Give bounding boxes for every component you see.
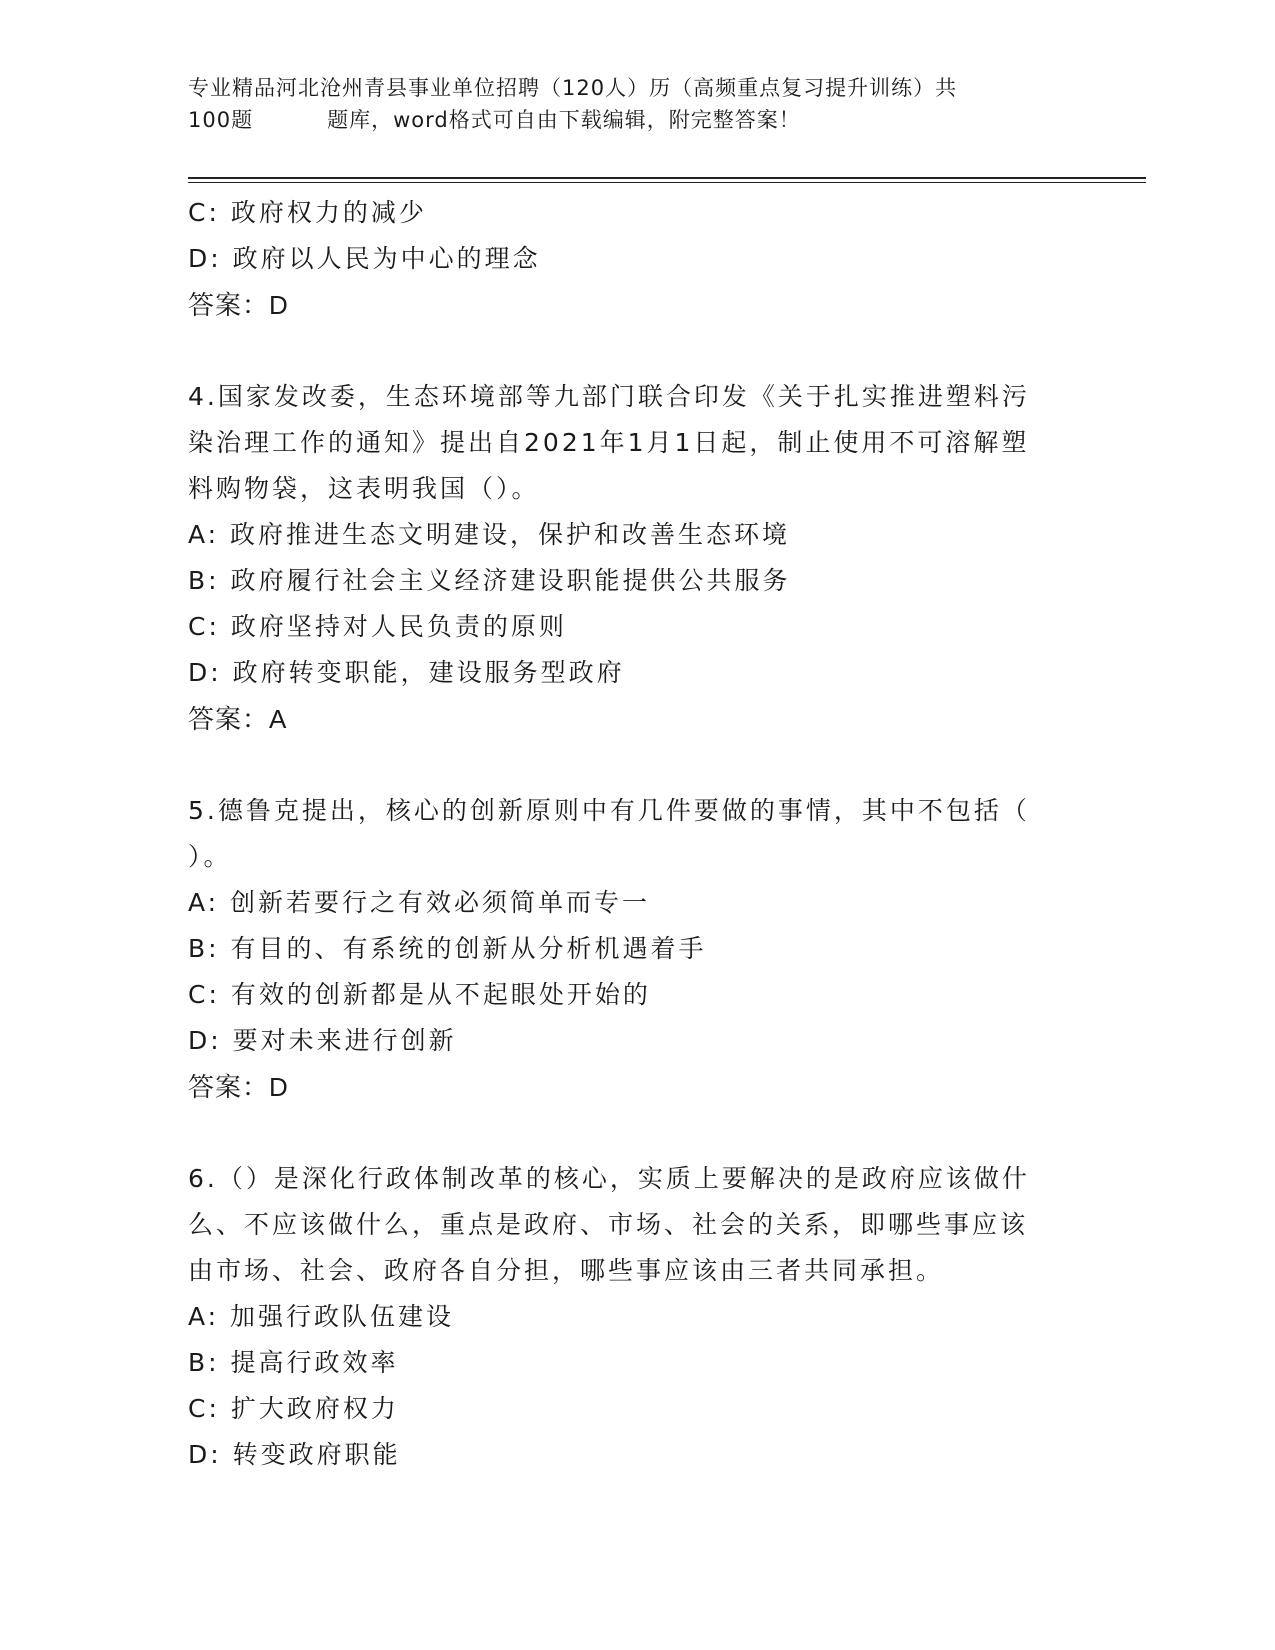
q3-option-c: C: 政府权力的减少 xyxy=(188,198,427,227)
question-4 xyxy=(188,374,1088,742)
q6-stem-line-2: 么、不应该做什么，重点是政府、市场、社会的关系，即哪些事应该 xyxy=(188,1210,1029,1239)
q5-option-c: C: 有效的创新都是从不起眼处开始的 xyxy=(188,980,651,1009)
header-divider-thick xyxy=(188,177,1146,179)
page-header xyxy=(188,72,1068,136)
q5-option-a: A: 创新若要行之有效必须简单而专一 xyxy=(188,888,651,917)
question-3-tail xyxy=(188,190,1088,328)
question-content xyxy=(188,190,1088,1478)
q6-option-c: C: 扩大政府权力 xyxy=(188,1394,399,1423)
q4-stem-line-3: 料购物袋，这表明我国（）。 xyxy=(188,474,540,503)
q4-option-a: A: 政府推进生态文明建设，保护和改善生态环境 xyxy=(188,520,791,549)
q4-stem-line-2: 染治理工作的通知》提出自2021年1月1日起，制止使用不可溶解塑 xyxy=(188,428,1030,457)
q6-stem-line-3: 由市场、社会、政府各自分担，哪些事应该由三者共同承担。 xyxy=(188,1256,945,1285)
header-count: 100题 xyxy=(188,108,254,132)
q3-option-d: D: 政府以人民为中心的理念 xyxy=(188,244,541,273)
spacer xyxy=(188,742,1088,788)
q5-stem-line-1: 5.德鲁克提出，核心的创新原则中有几件要做的事情，其中不包括（ xyxy=(188,796,1030,825)
header-title-line-1: 专业精品河北沧州青县事业单位招聘（120人）历（高频重点复习提升训练）共 xyxy=(188,76,958,100)
q6-option-a: A: 加强行政队伍建设 xyxy=(188,1302,455,1331)
q5-answer: 答案：D xyxy=(188,1072,289,1102)
q5-option-b: B: 有目的、有系统的创新从分析机遇着手 xyxy=(188,934,707,963)
spacer xyxy=(188,1110,1088,1156)
q5-option-d: D: 要对未来进行创新 xyxy=(188,1026,457,1055)
question-5 xyxy=(188,788,1088,1110)
q4-option-c: C: 政府坚持对人民负责的原则 xyxy=(188,612,567,641)
q6-option-b: B: 提高行政效率 xyxy=(188,1348,399,1377)
spacer xyxy=(188,328,1088,374)
q4-answer: 答案：A xyxy=(188,704,288,734)
q4-option-d: D: 政府转变职能，建设服务型政府 xyxy=(188,658,625,687)
header-description: 题库，word格式可自由下载编辑，附完整答案！ xyxy=(327,108,801,132)
q3-answer: 答案：D xyxy=(188,290,289,320)
header-divider-thin xyxy=(188,182,1146,183)
q4-stem-line-1: 4.国家发改委，生态环境部等九部门联合印发《关于扎实推进塑料污 xyxy=(188,382,1030,411)
q6-option-d: D: 转变政府职能 xyxy=(188,1440,401,1469)
q6-stem-line-1: 6.（）是深化行政体制改革的核心，实质上要解决的是政府应该做什 xyxy=(188,1164,1030,1193)
header-title-line-2 xyxy=(188,104,1068,136)
q4-option-b: B: 政府履行社会主义经济建设职能提供公共服务 xyxy=(188,566,791,595)
q5-stem-line-2: ）。 xyxy=(188,842,232,871)
question-6 xyxy=(188,1156,1088,1478)
